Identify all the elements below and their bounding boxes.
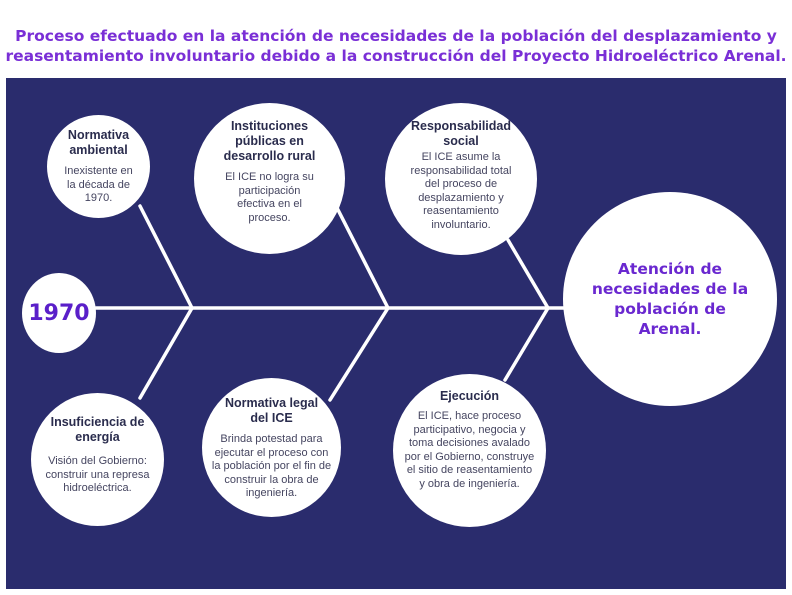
- cause-heading: Insuficiencia de energía: [50, 415, 145, 444]
- bone-responsabilidad: [508, 240, 548, 308]
- cause-heading: Instituciones públicas en desarrollo rural: [223, 119, 316, 163]
- goal-label: Atención de necesidades de la población de Arenal.: [591, 260, 749, 338]
- cause-heading: Normativa legal del ICE: [224, 396, 319, 425]
- bone-normativa-ambiental: [140, 206, 192, 308]
- cause-description: El ICE, hace proceso participativo, negocia y toma decisiones avalado por el Gobierno, construye el sitio de reasentamiento y obra de ingeniería.: [404, 410, 535, 490]
- cause-normativa-ambiental: [47, 115, 150, 218]
- cause-instituciones: [194, 103, 345, 254]
- cause-insuficiencia: [31, 393, 164, 526]
- cause-description: Brinda potestad para ejecutar el proceso con la población por el fin de construir la obra de ingeniería.: [211, 433, 332, 499]
- cause-description: Visión del Gobierno: construir una represa hidroeléctrica.: [45, 455, 150, 494]
- bone-instituciones: [333, 200, 388, 308]
- bone-ejecucion: [505, 308, 548, 380]
- cause-heading: Normativa ambiental: [67, 128, 130, 157]
- year-label: 1970: [28, 300, 90, 326]
- cause-description: Inexistente en la década de 1970.: [64, 165, 133, 204]
- year-circle: [22, 273, 96, 353]
- bone-normativa-legal: [330, 308, 388, 400]
- cause-normativa-legal: [202, 378, 341, 517]
- cause-heading: Responsabilidad social: [410, 119, 512, 148]
- cause-description: El ICE no logra su participación efectiva en el proceso.: [225, 171, 314, 224]
- cause-responsabilidad: [385, 103, 537, 255]
- title-line-1: Proceso efectuado en la atención de necesidades de la población del desplazamiento y: [15, 27, 777, 45]
- bone-insuficiencia: [140, 308, 192, 398]
- cause-ejecucion: [393, 374, 546, 527]
- cause-description: El ICE asume la responsabilidad total del proceso de desplazamiento y reasentamiento involuntario.: [410, 151, 512, 231]
- title-line-2: reasentamiento involuntario debido a la construcción del Proyecto Hidroeléctrico Arenal.: [5, 47, 787, 65]
- goal-circle: [563, 192, 777, 406]
- cause-heading: Ejecución: [439, 389, 500, 403]
